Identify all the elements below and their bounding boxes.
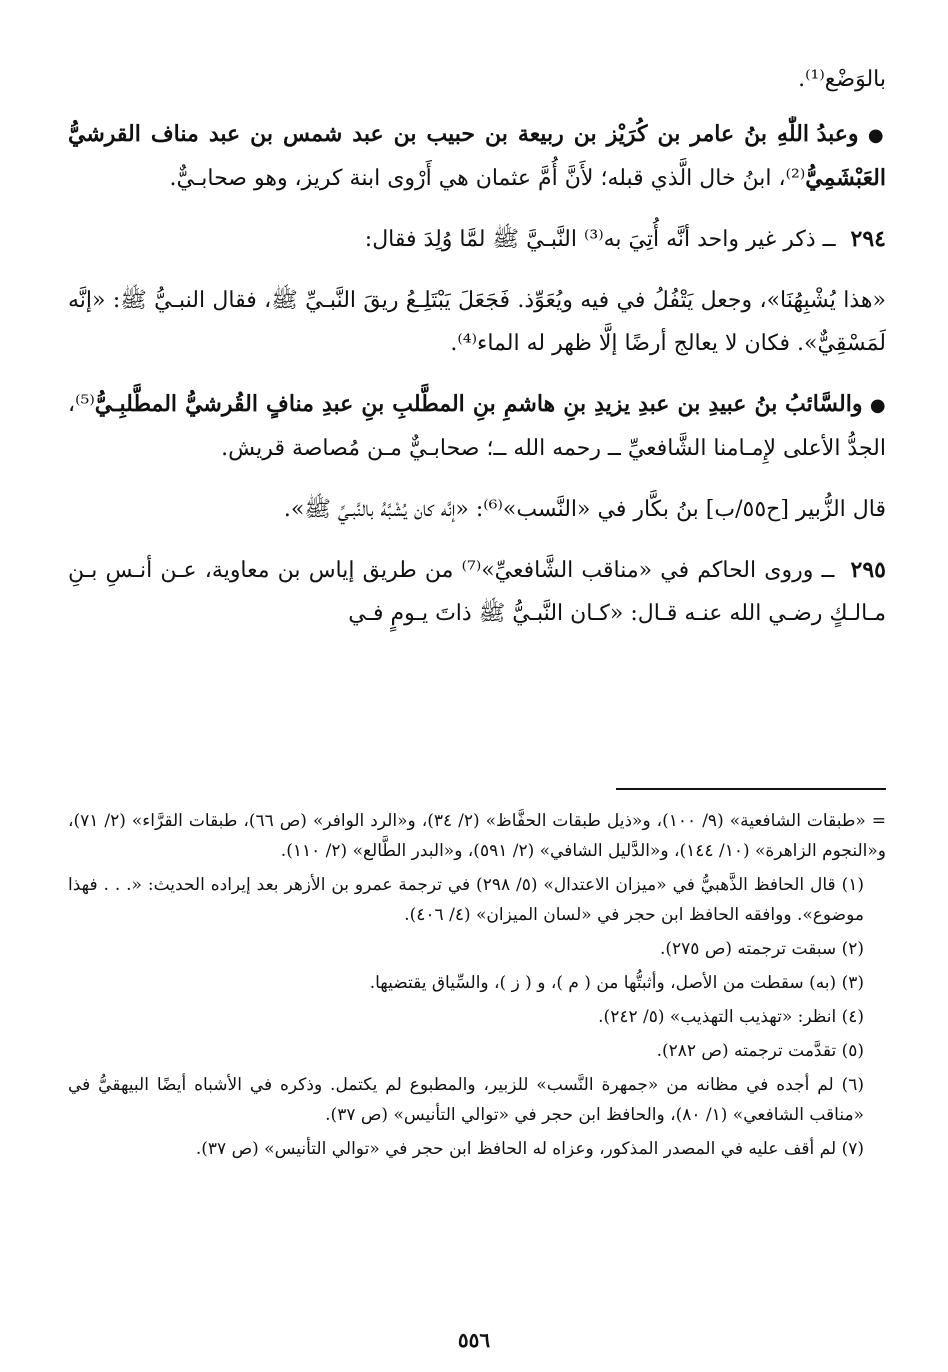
footnote-3: (٣) (به) سقطت من الأصل، وأثبتُّها من ( م )، و ( ز )، والسِّياق يقتضيها.	[369, 973, 864, 993]
footnote-6: (٦) لم أجده في مظانه من «جمهرة النَّسب» للزبير، والمطبوع لم يكتمل. وذكره في الأشباه أيضًا البيهقيُّ في «مناقب الشافعي» (١/ ٨٠)، والحافظ ابن حجر في «توالي التأنيس» (ص ٣٧).	[68, 1075, 864, 1125]
footnote-2: (٢) سبقت ترجمته (ص ٢٧٥).	[659, 939, 864, 959]
entry-saib-ibn-ubayd	[68, 383, 886, 470]
paragraph-1: بالوَضْع⁽¹⁾.	[798, 67, 886, 92]
entry-text: ⁽²⁾، ابنُ خال الَّذي قبله؛ لأَنَّ أُمَّ عثمان هي أَرْوى ابنة كريز، وهو صحابـيٌّ.	[169, 166, 806, 191]
footnote-4: (٤) انظر: «تهذيب التهذيب» (٥/ ٢٤٢).	[598, 1007, 864, 1027]
paragraph-zubayr: قال الزُّبير [ح٥٥/ب] بنُ بكَّار في «النَّسب»⁽⁶⁾: «إنَّه كان يُشْبَّهُ بالنَّبـيِّ ﷺ».	[283, 497, 886, 522]
main-text	[68, 58, 886, 635]
entry-abdullah-ibn-amir	[68, 113, 886, 200]
footnotes	[68, 806, 886, 1168]
footnote-1: (١) قال الحافظ الذَّهبيُّ في «ميزان الاعتدال» (٥/ ٢٩٨) في ترجمة عمرو بن الأزهر بعد إيراده الحديث: «. . . فهذا موضوع». ووافقه الحافظ ابن حجر في «لسان الميزان» (٤/ ٤٠٦).	[68, 875, 864, 925]
narration-number: ٢٩٤	[850, 226, 886, 252]
narration-text: ــ ذكر غير واحد أنَّه أُتِيَ به⁽³⁾ النَّبـيَّ ﷺ لمَّا وُلِدَ فقال:	[364, 227, 836, 252]
bullet-icon: ●	[867, 125, 886, 146]
narration-294	[68, 218, 886, 261]
footnote-7: (٧) لم أقف عليه في المصدر المذكور، وعزاه له الحافظ ابن حجر في «توالي التأنيس» (ص ٣٧).	[195, 1139, 864, 1159]
footnote-continuation: = «طبقات الشافعية» (٩/ ١٠٠)، و«ذيل طبقات الحفَّاظ» (٢/ ٣٤)، و«الرد الوافر» (ص ٦٦)، طبقات القرَّاء» (٢/ ٧١)، و«النجوم الزاهرة» (١٠/ ١٤٤)، و«الدَّليل الشافي» (٢/ ٥٩١)، و«البدر الطَّالع» (٢/ ١١٠).	[68, 811, 887, 861]
narration-text: ــ وروى الحاكم في «مناقب الشَّافعيِّ»⁽⁷⁾ من طريق إياس بن معاوية، عـن أنـسِ بـنِ مـالـكٍ رضـي الله عنـه قـال: «كـان النَّبـيُّ ﷺ ذاتَ يـومٍ فـي	[68, 558, 886, 626]
narration-295	[68, 549, 886, 635]
entry-text: ⁽⁵⁾، الجدُّ الأعلى لإِمـامنا الشَّافعيِّ ــ رحمه الله ــ؛ صحابـيٌّ مـن مُصاصة قريش.	[68, 392, 886, 461]
footnote-divider	[616, 788, 886, 790]
footnote-5: (٥) تقدَّمت ترجمته (ص ٢٨٢).	[656, 1041, 864, 1061]
paragraph-hadith: «هذا يُشْبِهُنَا»، وجعل يَتْفُلُ في فيه ويُعَوِّذ. فَجَعَلَ يَبْتَلِـعُ ريقَ النَّبـيِّ ﷺ، فقال النبـيُّ ﷺ: «إنَّه لَمَسْقِيٌّ». فكان لا يعالج أرضًا إلَّا ظهر له الماء⁽⁴⁾.	[68, 288, 886, 356]
page-number: ٥٥٦	[457, 1328, 491, 1352]
bullet-icon: ●	[869, 395, 886, 416]
document-page	[68, 58, 886, 1342]
entry-name: والسَّائبُ بنُ عبيدِ بن عبدِ يزيدِ بنِ هاشمِ بنِ المطَّلبِ بنِ عبدِ منافٍ القُرشيُّ المطَّلبِـيُّ	[94, 391, 863, 417]
narration-number: ٢٩٥	[850, 557, 886, 583]
entry-name: وعبدُ اللّٰهِ بنُ عامر بن كُرَيْز بن ربيعة بن حبيب بن عبد شمس بن عبد مناف القرشيُّ العَبْشَمِيُّ	[68, 121, 886, 191]
